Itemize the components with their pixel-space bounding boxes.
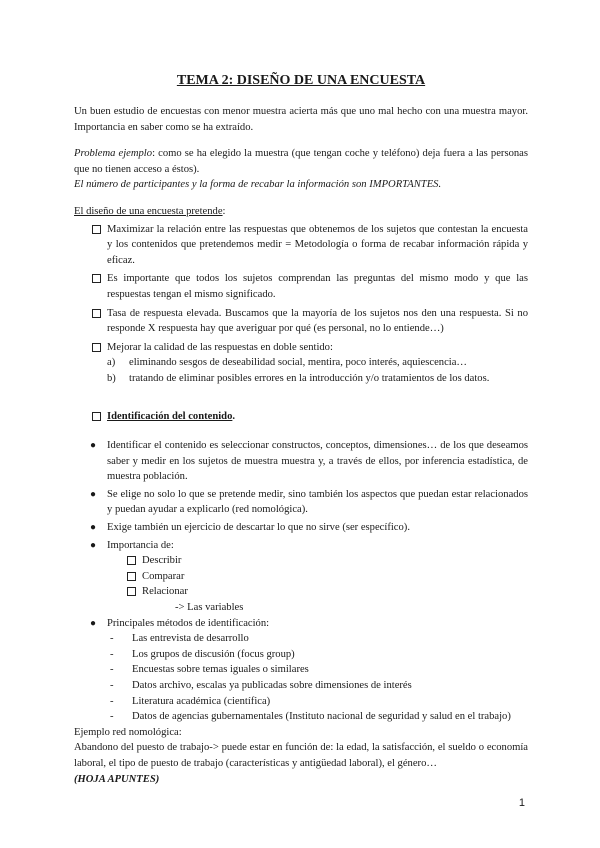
dash-icon: -: [110, 711, 114, 723]
dash-icon: -: [110, 633, 114, 645]
bullet-item: ● Se elige no solo lo que se pretende medir, sino también los aspectos que puedan estar relacionados y puedan ayudar a explicarlo (red nomológica).: [90, 488, 528, 516]
bullet-item: ● Identificar el contenido es seleccionar constructos, conceptos, dimensiones… de los que deseamos saber y medir en los sujetos de muestra muestra y, a través de ellos, por inferencia estadística, de muestra población.: [90, 440, 528, 483]
checklist-item: Describir: [127, 553, 528, 569]
method-item: - Literatura académica (científica): [110, 694, 528, 710]
method-item: - Las entrevista de desarrollo: [110, 631, 528, 647]
method-item: - Datos archivo, escalas ya publicadas sobre dimensiones de interés: [110, 678, 528, 694]
page-title: TEMA 2: DISEÑO DE UNA ENCUESTA: [176, 73, 426, 88]
checklist-item: Es importante que todos los sujetos comprendan las preguntas del mismo modo y que las respuestas tengan el mismo significado.: [92, 271, 528, 302]
sub-list-item: a) eliminando sesgos de deseabilidad social, mentira, poco interés, aquiescencia…: [107, 357, 468, 369]
checklist-item: Relacionar: [127, 584, 528, 600]
bullet-list: [90, 438, 528, 725]
checkbox-icon: [127, 572, 136, 581]
checklist-item: Maximizar la relación entre las respuestas que obtenemos de los sujetos que contestan la encuesta y los contenidos que pretendemos medir = Metodología o forma de recabar información rápida y eficaz.: [92, 222, 528, 269]
checklist-item: Comparar: [127, 569, 528, 585]
problem-text: : como se ha elegido la muestra (que tengan coche y teléfono) deja fuera a las personas que no tienen acceso a éstos).: [74, 148, 528, 175]
dash-icon: -: [110, 664, 114, 676]
page-number: 1: [518, 797, 525, 809]
method-item: - Encuestas sobre temas iguales o similares: [110, 662, 528, 678]
checklist-item: Tasa de respuesta elevada. Buscamos que la mayoría de los sujetos nos den una respuesta. Si no responde X respuesta hay que averiguar por qué (es personal, no lo entiende…): [92, 306, 528, 337]
design-heading: El diseño de una encuesta pretende:: [74, 205, 226, 217]
dash-icon: -: [110, 680, 114, 691]
bullet-icon: ●: [90, 617, 97, 629]
checkbox-icon: [92, 274, 101, 283]
intro-paragraph: Un buen estudio de encuestas con menor muestra acierta más que uno mal hecho con una muestra mayor. Importancia en saber como se ha extraído.: [74, 106, 528, 133]
checkbox-icon: [92, 343, 101, 352]
bullet-item: ● Principales métodos de identificación:: [90, 616, 528, 632]
sub-list: [107, 355, 528, 386]
bullet-icon: ●: [90, 522, 97, 534]
design-checklist: [92, 222, 528, 387]
example-note: (HOJA APUNTES): [74, 773, 160, 785]
bullet-item: ● Exige también un ejercicio de descartar lo que no sirve (ser específico).: [90, 520, 528, 536]
dash-icon: -: [110, 695, 114, 707]
method-item: - Datos de agencias gubernamentales (Instituto nacional de seguridad y salud en el trabajo): [110, 709, 528, 725]
checkbox-icon: [92, 309, 101, 318]
problem-note: El número de participantes y la forma de recabar la información son IMPORTANTES.: [74, 179, 442, 191]
document-page: [74, 72, 528, 787]
method-item: - Los grupos de discusión (focus group): [110, 647, 528, 663]
dash-icon: -: [110, 648, 114, 660]
bullet-icon: ●: [90, 539, 97, 551]
checkbox-icon: [92, 412, 101, 421]
checkbox-icon: [127, 556, 136, 565]
problem-label: Problema ejemplo: [74, 148, 153, 160]
variables-note: -> Las variables: [175, 602, 244, 614]
checkbox-icon: [92, 225, 101, 234]
sub-list-item: b) tratando de eliminar posibles errores en la introducción y/o tratamientos de los datos.: [107, 372, 490, 384]
methods-list: [110, 631, 528, 725]
example-heading: Ejemplo red nomológica:: [74, 726, 182, 738]
bullet-icon: ●: [90, 440, 97, 452]
problem-paragraph: [74, 146, 528, 177]
checkbox-icon: [127, 587, 136, 596]
example-text: Abandono del puesto de trabajo-> puede estar en función de: la edad, la satisfacción, el sueldo o economía laboral, el tipo de puesto de trabajo (características y antigüedad laboral), el género…: [74, 742, 528, 769]
checklist-item: Mejorar la calidad de las respuestas en doble sentido:: [92, 340, 528, 356]
bullet-item: ● Importancia de:: [90, 538, 528, 554]
bullet-icon: ●: [90, 488, 97, 500]
importance-checklist: [127, 553, 528, 615]
content-identification-heading: Identificación del contenido.: [92, 409, 528, 425]
